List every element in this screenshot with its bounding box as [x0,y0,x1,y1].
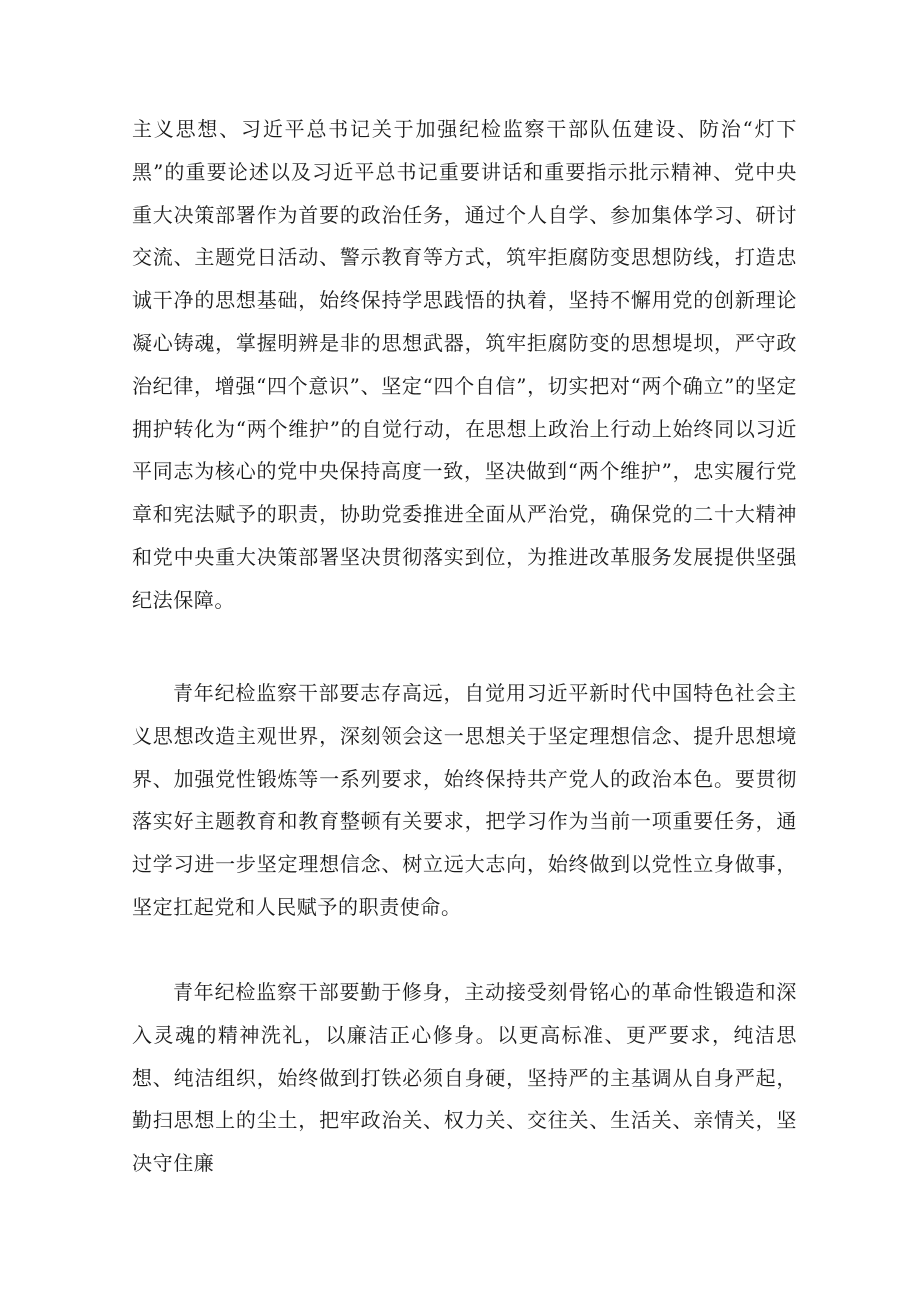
paragraph-3: 青年纪检监察干部要勤于修身，主动接受刻骨铭心的革命性锻造和深入灵魂的精神洗礼，以廉洁正心修身。以更高标准、更严要求，纯洁思想、纯洁组织，始终做到打铁必须自身硬，坚持严的主基调从自身严起，勤扫思想上的尘土，把牢政治关、权力关、交往关、生活关、亲情关，坚决守住廉 [132,980,797,1176]
paragraph-1: 主义思想、习近平总书记关于加强纪检监察干部队伍建设、防治“灯下黑”的重要论述以及习近平总书记重要讲话和重要指示批示精神、党中央重大决策部署作为首要的政治任务，通过个人自学、参加集体学习、研讨交流、主题党日活动、警示教育等方式，筑牢拒腐防变思想防线，打造忠诚干净的思想基础，始终保持学思践悟的执着，坚持不懈用党的创新理论凝心铸魂，掌握明辨是非的思想武器，筑牢拒腐防变的思想堤坝，严守政治纪律，增强“四个意识”、坚定“四个自信”，切实把对“两个确立”的坚定拥护转化为“两个维护”的自觉行动，在思想上政治上行动上始终同以习近平同志为核心的党中央保持高度一致，坚决做到“两个维护”，忠实履行党章和宪法赋予的职责，协助党委推进全面从严治党，确保党的二十大精神和党中央重大决策部署坚决贯彻落实到位，为推进改革服务发展提供坚强纪法保障。 [132,117,797,612]
paragraph-2: 青年纪检监察干部要志存高远，自觉用习近平新时代中国特色社会主义思想改造主观世界，深刻领会这一思想关于坚定理想信念、提升思想境界、加强党性锻炼等一系列要求，始终保持共产党人的政治本色。要贯彻落实好主题教育和教育整顿有关要求，把学习作为当前一项重要任务，通过学习进一步坚定理想信念、树立远大志向，始终做到以党性立身做事，坚定扛起党和人民赋予的职责使命。 [132,681,797,919]
